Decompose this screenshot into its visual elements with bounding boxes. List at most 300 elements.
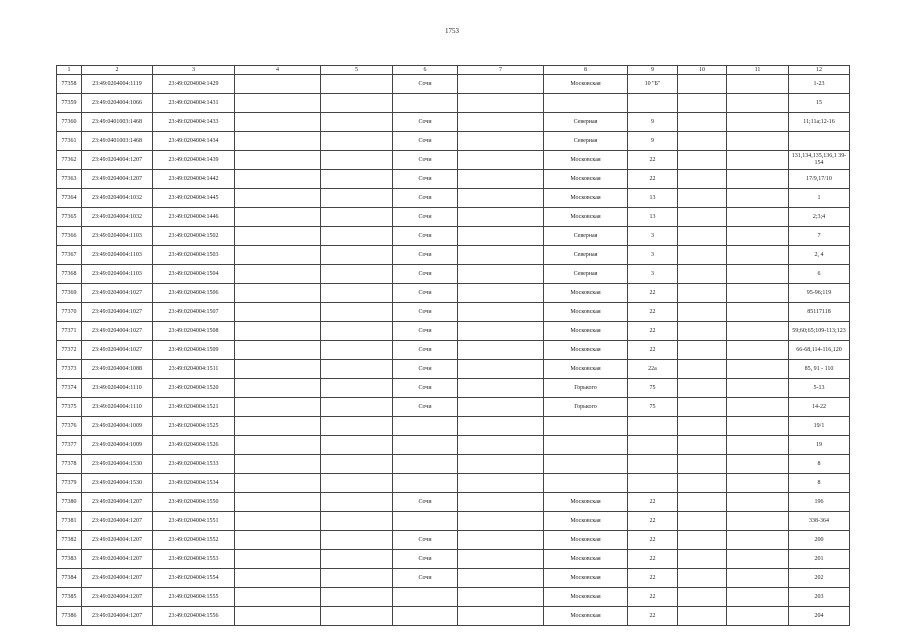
cell-col-3: 23:49:0204004:1433 bbox=[153, 113, 235, 132]
cell-col-3: 23:49:0204004:1526 bbox=[153, 436, 235, 455]
cell-col-4 bbox=[235, 569, 321, 588]
cell-col-6: Сочи bbox=[393, 493, 458, 512]
table-row bbox=[57, 132, 850, 151]
cell-col-7 bbox=[458, 170, 544, 189]
cell-col-4 bbox=[235, 94, 321, 113]
table-row bbox=[57, 227, 850, 246]
cell-col-5 bbox=[321, 170, 393, 189]
cell-col-8: Московская bbox=[544, 512, 628, 531]
cell-col-1: 77363 bbox=[57, 170, 82, 189]
cell-col-11 bbox=[727, 227, 789, 246]
cell-col-1: 77375 bbox=[57, 398, 82, 417]
cell-col-1: 77383 bbox=[57, 550, 82, 569]
cell-col-2: 23:49:0204004:1530 bbox=[82, 455, 153, 474]
cell-col-5 bbox=[321, 284, 393, 303]
cell-col-9: 22 bbox=[628, 569, 678, 588]
cell-col-2: 23:49:0204004:1088 bbox=[82, 360, 153, 379]
cell-col-6 bbox=[393, 455, 458, 474]
cell-col-3: 23:49:0204004:1511 bbox=[153, 360, 235, 379]
cell-col-1: 77362 bbox=[57, 151, 82, 170]
cell-col-5 bbox=[321, 151, 393, 170]
cell-col-1: 77372 bbox=[57, 341, 82, 360]
cell-col-2: 23:49:0401003:1468 bbox=[82, 132, 153, 151]
table-row bbox=[57, 208, 850, 227]
cell-col-4 bbox=[235, 417, 321, 436]
cell-col-7 bbox=[458, 151, 544, 170]
cell-col-9 bbox=[628, 455, 678, 474]
cell-col-10 bbox=[678, 227, 727, 246]
cell-col-7 bbox=[458, 360, 544, 379]
cell-col-6 bbox=[393, 512, 458, 531]
cell-col-10 bbox=[678, 75, 727, 94]
cell-col-10 bbox=[678, 170, 727, 189]
column-header-11: 11 bbox=[727, 66, 789, 75]
cell-col-12: 204 bbox=[789, 607, 850, 626]
cell-col-4 bbox=[235, 75, 321, 94]
cell-col-2: 23:49:0204004:1119 bbox=[82, 75, 153, 94]
cell-col-5 bbox=[321, 531, 393, 550]
cell-col-4 bbox=[235, 436, 321, 455]
cell-col-12: 15 bbox=[789, 94, 850, 113]
cell-col-7 bbox=[458, 284, 544, 303]
cell-col-7 bbox=[458, 398, 544, 417]
cell-col-10 bbox=[678, 113, 727, 132]
cell-col-10 bbox=[678, 94, 727, 113]
cell-col-2: 23:49:0204004:1530 bbox=[82, 474, 153, 493]
cell-col-4 bbox=[235, 341, 321, 360]
cell-col-10 bbox=[678, 398, 727, 417]
cell-col-11 bbox=[727, 455, 789, 474]
cell-col-1: 77368 bbox=[57, 265, 82, 284]
cell-col-12: 8 bbox=[789, 474, 850, 493]
cell-col-6: Сочи bbox=[393, 531, 458, 550]
cell-col-11 bbox=[727, 75, 789, 94]
cell-col-1: 77373 bbox=[57, 360, 82, 379]
cell-col-9: 22 bbox=[628, 170, 678, 189]
cell-col-5 bbox=[321, 493, 393, 512]
cell-col-11 bbox=[727, 208, 789, 227]
cell-col-12: 19/1 bbox=[789, 417, 850, 436]
cell-col-3: 23:49:0204004:1431 bbox=[153, 94, 235, 113]
cell-col-4 bbox=[235, 322, 321, 341]
cell-col-3: 23:49:0204004:1445 bbox=[153, 189, 235, 208]
cell-col-3: 23:49:0204004:1503 bbox=[153, 246, 235, 265]
cell-col-8: Горького bbox=[544, 379, 628, 398]
cell-col-9: 75 bbox=[628, 379, 678, 398]
cell-col-3: 23:49:0204004:1521 bbox=[153, 398, 235, 417]
cell-col-9: 22 bbox=[628, 341, 678, 360]
cell-col-1: 77366 bbox=[57, 227, 82, 246]
cell-col-9: 22 bbox=[628, 322, 678, 341]
column-header-1: 1 bbox=[57, 66, 82, 75]
cell-col-10 bbox=[678, 379, 727, 398]
table-row bbox=[57, 113, 850, 132]
cell-col-12: 1 bbox=[789, 189, 850, 208]
cell-col-10 bbox=[678, 569, 727, 588]
cell-col-2: 23:49:0204004:1027 bbox=[82, 284, 153, 303]
cell-col-8: Московская bbox=[544, 151, 628, 170]
cell-col-6: Сочи bbox=[393, 265, 458, 284]
cell-col-7 bbox=[458, 436, 544, 455]
header-row bbox=[57, 66, 850, 75]
cell-col-7 bbox=[458, 607, 544, 626]
table-row bbox=[57, 474, 850, 493]
cell-col-11 bbox=[727, 531, 789, 550]
cell-col-8 bbox=[544, 474, 628, 493]
cell-col-12 bbox=[789, 132, 850, 151]
cell-col-8 bbox=[544, 455, 628, 474]
cell-col-7 bbox=[458, 588, 544, 607]
cell-col-11 bbox=[727, 512, 789, 531]
cell-col-12: 1-23 bbox=[789, 75, 850, 94]
cell-col-6 bbox=[393, 588, 458, 607]
cell-col-3: 23:49:0204004:1506 bbox=[153, 284, 235, 303]
cell-col-2: 23:49:0204004:1066 bbox=[82, 94, 153, 113]
cell-col-2: 23:49:0204004:1027 bbox=[82, 303, 153, 322]
cell-col-2: 23:49:0204004:1009 bbox=[82, 436, 153, 455]
cell-col-5 bbox=[321, 569, 393, 588]
cell-col-12: 6 bbox=[789, 265, 850, 284]
cell-col-10 bbox=[678, 303, 727, 322]
cell-col-6: Сочи bbox=[393, 398, 458, 417]
cell-col-4 bbox=[235, 455, 321, 474]
cell-col-7 bbox=[458, 132, 544, 151]
cell-col-6: Сочи bbox=[393, 550, 458, 569]
cell-col-12: 196 bbox=[789, 493, 850, 512]
cell-col-12: 203 bbox=[789, 588, 850, 607]
table-row bbox=[57, 94, 850, 113]
table-row bbox=[57, 75, 850, 94]
table-row bbox=[57, 170, 850, 189]
cell-col-9: 22а bbox=[628, 360, 678, 379]
cell-col-6: Сочи bbox=[393, 341, 458, 360]
cell-col-11 bbox=[727, 132, 789, 151]
table-row bbox=[57, 303, 850, 322]
table-row bbox=[57, 265, 850, 284]
cell-col-6: Сочи bbox=[393, 208, 458, 227]
cell-col-9: 75 bbox=[628, 398, 678, 417]
cell-col-2: 23:49:0204004:1103 bbox=[82, 265, 153, 284]
cell-col-11 bbox=[727, 588, 789, 607]
cell-col-8: Московская bbox=[544, 75, 628, 94]
table-body bbox=[57, 75, 850, 626]
cell-col-5 bbox=[321, 607, 393, 626]
cell-col-9: 22 bbox=[628, 493, 678, 512]
cell-col-5 bbox=[321, 265, 393, 284]
cell-col-7 bbox=[458, 474, 544, 493]
cell-col-10 bbox=[678, 132, 727, 151]
cell-col-10 bbox=[678, 208, 727, 227]
cell-col-7 bbox=[458, 322, 544, 341]
cell-col-3: 23:49:0204004:1509 bbox=[153, 341, 235, 360]
cell-col-10 bbox=[678, 189, 727, 208]
cell-col-3: 23:49:0204004:1429 bbox=[153, 75, 235, 94]
cell-col-2: 23:49:0204004:1207 bbox=[82, 170, 153, 189]
cell-col-1: 77377 bbox=[57, 436, 82, 455]
cell-col-4 bbox=[235, 227, 321, 246]
cell-col-7 bbox=[458, 265, 544, 284]
cell-col-9 bbox=[628, 436, 678, 455]
cell-col-8: Московская bbox=[544, 588, 628, 607]
cell-col-8 bbox=[544, 94, 628, 113]
cell-col-2: 23:49:0204004:1103 bbox=[82, 246, 153, 265]
cell-col-1: 77379 bbox=[57, 474, 82, 493]
cell-col-11 bbox=[727, 417, 789, 436]
cell-col-6: Сочи bbox=[393, 151, 458, 170]
cell-col-5 bbox=[321, 512, 393, 531]
cell-col-3: 23:49:0204004:1556 bbox=[153, 607, 235, 626]
cell-col-8: Московская bbox=[544, 550, 628, 569]
cell-col-4 bbox=[235, 531, 321, 550]
cell-col-11 bbox=[727, 265, 789, 284]
cell-col-9 bbox=[628, 94, 678, 113]
cell-col-1: 77361 bbox=[57, 132, 82, 151]
column-header-12: 12 bbox=[789, 66, 850, 75]
cell-col-5 bbox=[321, 360, 393, 379]
cell-col-4 bbox=[235, 493, 321, 512]
cell-col-9: 9 bbox=[628, 132, 678, 151]
cell-col-10 bbox=[678, 284, 727, 303]
cell-col-1: 77369 bbox=[57, 284, 82, 303]
cell-col-4 bbox=[235, 151, 321, 170]
cell-col-11 bbox=[727, 189, 789, 208]
table-row bbox=[57, 588, 850, 607]
cell-col-2: 23:49:0204004:1032 bbox=[82, 208, 153, 227]
cell-col-5 bbox=[321, 436, 393, 455]
table-row bbox=[57, 417, 850, 436]
cell-col-12: 202 bbox=[789, 569, 850, 588]
cell-col-12: 85, 91 - 110 bbox=[789, 360, 850, 379]
cell-col-4 bbox=[235, 170, 321, 189]
cell-col-4 bbox=[235, 379, 321, 398]
cell-col-10 bbox=[678, 455, 727, 474]
cell-col-1: 77367 bbox=[57, 246, 82, 265]
cell-col-10 bbox=[678, 607, 727, 626]
cell-col-5 bbox=[321, 132, 393, 151]
cell-col-8: Севериая bbox=[544, 113, 628, 132]
cell-col-9: 13 bbox=[628, 189, 678, 208]
cell-col-2: 23:49:0204004:1207 bbox=[82, 550, 153, 569]
cell-col-1: 77380 bbox=[57, 493, 82, 512]
cell-col-10 bbox=[678, 493, 727, 512]
cell-col-4 bbox=[235, 246, 321, 265]
cell-col-6 bbox=[393, 417, 458, 436]
cell-col-4 bbox=[235, 360, 321, 379]
cell-col-8: Московская bbox=[544, 208, 628, 227]
cell-col-1: 77370 bbox=[57, 303, 82, 322]
column-header-2: 2 bbox=[82, 66, 153, 75]
cell-col-5 bbox=[321, 588, 393, 607]
cell-col-3: 23:49:0204004:1553 bbox=[153, 550, 235, 569]
cell-col-1: 77386 bbox=[57, 607, 82, 626]
cell-col-8: Московская bbox=[544, 531, 628, 550]
cell-col-1: 77384 bbox=[57, 569, 82, 588]
cell-col-3: 23:49:0204004:1520 bbox=[153, 379, 235, 398]
cell-col-12: 5-13 bbox=[789, 379, 850, 398]
cell-col-4 bbox=[235, 512, 321, 531]
cell-col-10 bbox=[678, 531, 727, 550]
cell-col-3: 23:49:0204004:1502 bbox=[153, 227, 235, 246]
cell-col-4 bbox=[235, 550, 321, 569]
cell-col-2: 23:49:0204004:1110 bbox=[82, 379, 153, 398]
cell-col-12: 11;11а;12-16 bbox=[789, 113, 850, 132]
cell-col-3: 23:49:0204004:1550 bbox=[153, 493, 235, 512]
cell-col-12: 59;60;65;109-113;123 bbox=[789, 322, 850, 341]
cell-col-12: 17/9,17/10 bbox=[789, 170, 850, 189]
cell-col-6 bbox=[393, 474, 458, 493]
cell-col-5 bbox=[321, 341, 393, 360]
cell-col-6 bbox=[393, 94, 458, 113]
cell-col-2: 23:49:0204004:1207 bbox=[82, 569, 153, 588]
table-row bbox=[57, 569, 850, 588]
cell-col-12: 2, 4 bbox=[789, 246, 850, 265]
cell-col-5 bbox=[321, 322, 393, 341]
cell-col-1: 77364 bbox=[57, 189, 82, 208]
cell-col-2: 23:49:0204004:1103 bbox=[82, 227, 153, 246]
cell-col-2: 23:49:0204004:1207 bbox=[82, 493, 153, 512]
cell-col-8: Горького bbox=[544, 398, 628, 417]
cell-col-7 bbox=[458, 113, 544, 132]
cell-col-10 bbox=[678, 151, 727, 170]
cell-col-7 bbox=[458, 512, 544, 531]
cell-col-10 bbox=[678, 436, 727, 455]
cell-col-9: 22 bbox=[628, 588, 678, 607]
cell-col-12: 131,134,135,136,1 39-154 bbox=[789, 151, 850, 170]
cell-col-6: Сочи bbox=[393, 303, 458, 322]
cell-col-6: Сочи bbox=[393, 170, 458, 189]
table-row bbox=[57, 455, 850, 474]
cell-col-3: 23:49:0204004:1439 bbox=[153, 151, 235, 170]
cell-col-1: 77376 bbox=[57, 417, 82, 436]
cell-col-6: Сочи bbox=[393, 360, 458, 379]
cell-col-5 bbox=[321, 189, 393, 208]
cell-col-8: Северная bbox=[544, 265, 628, 284]
registry-table bbox=[56, 65, 850, 626]
cell-col-2: 23:49:0204004:1027 bbox=[82, 322, 153, 341]
cell-col-9: 13 bbox=[628, 208, 678, 227]
table-row bbox=[57, 550, 850, 569]
cell-col-7 bbox=[458, 455, 544, 474]
column-header-9: 9 bbox=[628, 66, 678, 75]
column-header-8: 8 bbox=[544, 66, 628, 75]
cell-col-2: 23:49:0401003:1468 bbox=[82, 113, 153, 132]
cell-col-3: 23:49:0204004:1555 bbox=[153, 588, 235, 607]
cell-col-2: 23:49:0204004:1207 bbox=[82, 151, 153, 170]
cell-col-10 bbox=[678, 474, 727, 493]
cell-col-10 bbox=[678, 550, 727, 569]
table-row bbox=[57, 246, 850, 265]
cell-col-11 bbox=[727, 246, 789, 265]
cell-col-5 bbox=[321, 417, 393, 436]
cell-col-11 bbox=[727, 341, 789, 360]
cell-col-2: 23:49:0204004:1032 bbox=[82, 189, 153, 208]
cell-col-1: 77378 bbox=[57, 455, 82, 474]
column-header-5: 5 bbox=[321, 66, 393, 75]
cell-col-5 bbox=[321, 303, 393, 322]
cell-col-5 bbox=[321, 94, 393, 113]
cell-col-1: 77382 bbox=[57, 531, 82, 550]
cell-col-2: 23:49:0204004:1207 bbox=[82, 607, 153, 626]
cell-col-9: 22 bbox=[628, 151, 678, 170]
cell-col-11 bbox=[727, 170, 789, 189]
cell-col-9: 3 bbox=[628, 246, 678, 265]
cell-col-8: Северная bbox=[544, 246, 628, 265]
cell-col-12: 14-22 bbox=[789, 398, 850, 417]
cell-col-4 bbox=[235, 398, 321, 417]
table-row bbox=[57, 284, 850, 303]
cell-col-3: 23:49:0204004:1525 bbox=[153, 417, 235, 436]
column-header-3: 3 bbox=[153, 66, 235, 75]
cell-col-6: Сочи bbox=[393, 113, 458, 132]
cell-col-7 bbox=[458, 531, 544, 550]
cell-col-12: 201 bbox=[789, 550, 850, 569]
cell-col-3: 23:49:0204004:1551 bbox=[153, 512, 235, 531]
cell-col-4 bbox=[235, 474, 321, 493]
cell-col-8: Московская bbox=[544, 303, 628, 322]
cell-col-6: Сочи bbox=[393, 189, 458, 208]
table-row bbox=[57, 360, 850, 379]
cell-col-6 bbox=[393, 607, 458, 626]
cell-col-5 bbox=[321, 246, 393, 265]
cell-col-11 bbox=[727, 569, 789, 588]
cell-col-12: 19 bbox=[789, 436, 850, 455]
cell-col-11 bbox=[727, 379, 789, 398]
cell-col-7 bbox=[458, 75, 544, 94]
cell-col-12: 338-364 bbox=[789, 512, 850, 531]
cell-col-11 bbox=[727, 303, 789, 322]
cell-col-11 bbox=[727, 322, 789, 341]
cell-col-7 bbox=[458, 417, 544, 436]
cell-col-10 bbox=[678, 588, 727, 607]
cell-col-8: Московская bbox=[544, 322, 628, 341]
table-row bbox=[57, 436, 850, 455]
table-row bbox=[57, 322, 850, 341]
table-row bbox=[57, 531, 850, 550]
cell-col-8: Северная bbox=[544, 227, 628, 246]
cell-col-12: 200 bbox=[789, 531, 850, 550]
cell-col-11 bbox=[727, 284, 789, 303]
cell-col-11 bbox=[727, 151, 789, 170]
cell-col-3: 23:49:0204004:1533 bbox=[153, 455, 235, 474]
cell-col-2: 23:49:0204004:1207 bbox=[82, 588, 153, 607]
cell-col-9: 3 bbox=[628, 227, 678, 246]
cell-col-11 bbox=[727, 113, 789, 132]
cell-col-9: 10 "Б" bbox=[628, 75, 678, 94]
cell-col-5 bbox=[321, 455, 393, 474]
cell-col-10 bbox=[678, 512, 727, 531]
cell-col-8: Московская bbox=[544, 607, 628, 626]
cell-col-12: 7 bbox=[789, 227, 850, 246]
cell-col-2: 23:49:0204004:1207 bbox=[82, 512, 153, 531]
cell-col-11 bbox=[727, 493, 789, 512]
cell-col-6: Сочи bbox=[393, 227, 458, 246]
cell-col-3: 23:49:0204004:1534 bbox=[153, 474, 235, 493]
cell-col-11 bbox=[727, 94, 789, 113]
cell-col-8 bbox=[544, 436, 628, 455]
cell-col-10 bbox=[678, 322, 727, 341]
cell-col-9: 9 bbox=[628, 113, 678, 132]
column-header-10: 10 bbox=[678, 66, 727, 75]
cell-col-7 bbox=[458, 94, 544, 113]
cell-col-3: 23:49:0204004:1554 bbox=[153, 569, 235, 588]
table-row bbox=[57, 379, 850, 398]
cell-col-6: Сочи bbox=[393, 379, 458, 398]
cell-col-6: Сочи bbox=[393, 246, 458, 265]
cell-col-9 bbox=[628, 417, 678, 436]
cell-col-5 bbox=[321, 208, 393, 227]
cell-col-8: Московская bbox=[544, 569, 628, 588]
cell-col-7 bbox=[458, 189, 544, 208]
